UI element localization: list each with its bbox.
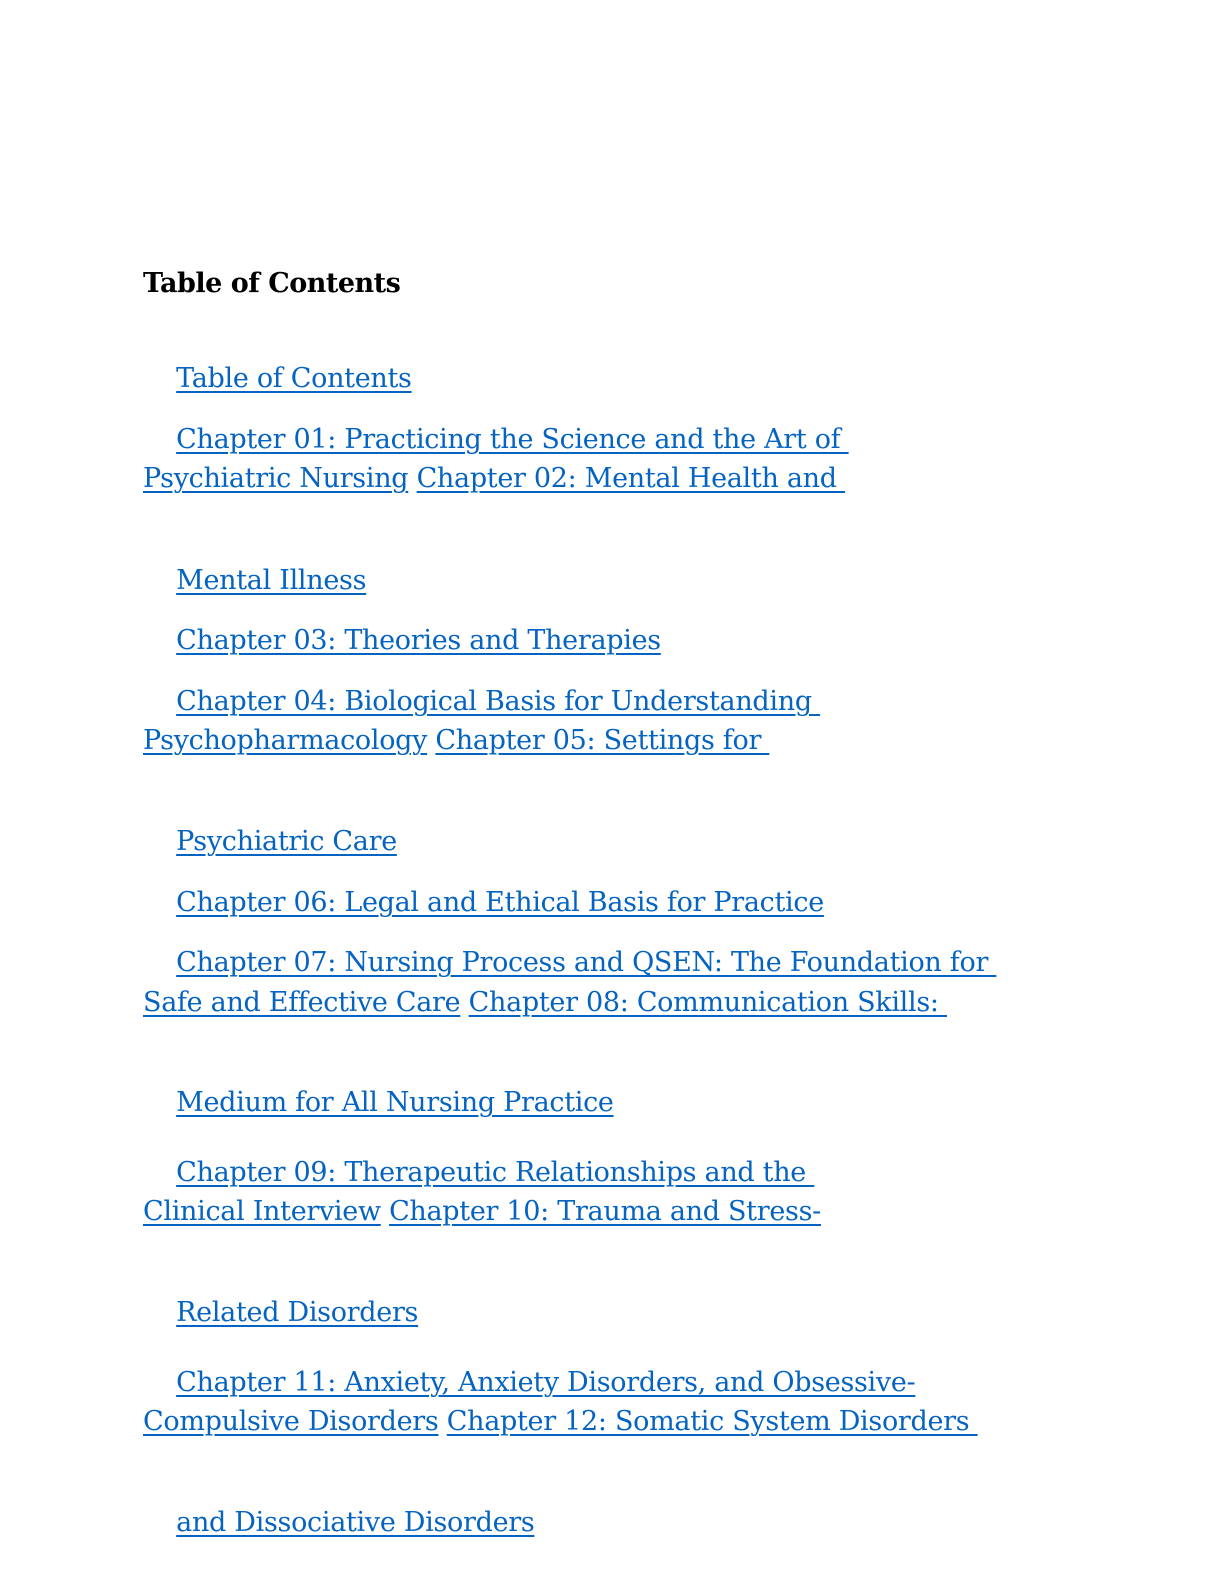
toc-link-chapter-08-cont[interactable]: Medium for All Nursing Practice (176, 1087, 614, 1118)
toc-link-chapter-09[interactable]: Chapter 09: Therapeutic Relationships and the (176, 1157, 815, 1188)
toc-link-chapter-07-cont[interactable]: Safe and Effective Care (143, 987, 461, 1018)
toc-line-18 (143, 1476, 534, 1569)
toc-link-chapter-01-cont[interactable]: Psychiatric Nursing (143, 463, 409, 494)
toc-line-3 (143, 463, 845, 494)
toc-link-chapter-01[interactable]: Chapter 01: Practicing the Science and the Art of (176, 424, 849, 455)
toc-link-chapter-02-cont[interactable]: Mental Illness (176, 565, 367, 596)
toc-link-chapter-10[interactable]: Chapter 10: Trauma and Stress- (389, 1196, 821, 1227)
toc-link-chapter-02[interactable]: Chapter 02: Mental Health and (416, 463, 845, 494)
toc-link-chapter-06[interactable]: Chapter 06: Legal and Ethical Basis for Practice (176, 887, 824, 918)
toc-link-chapter-03[interactable]: Chapter 03: Theories and Therapies (176, 625, 661, 656)
toc-link-chapter-04[interactable]: Chapter 04: Biological Basis for Understanding (176, 686, 821, 717)
toc-link-chapter-11[interactable]: Chapter 11: Anxiety, Anxiety Disorders, and Obsessive- (176, 1367, 916, 1398)
toc-link-chapter-09-cont[interactable]: Clinical Interview (143, 1196, 381, 1227)
toc-link-chapter-05-cont[interactable]: Psychiatric Care (176, 826, 397, 857)
toc-link-table-of-contents[interactable]: Table of Contents (176, 363, 412, 394)
toc-heading: Table of Contents (143, 268, 401, 299)
toc-line-14 (143, 1196, 821, 1227)
toc-link-chapter-07[interactable]: Chapter 07: Nursing Process and QSEN: The Foundation for (176, 947, 997, 978)
toc-link-chapter-08[interactable]: Chapter 08: Communication Skills: (468, 987, 947, 1018)
toc-link-chapter-12-cont[interactable]: and Dissociative Disorders (176, 1507, 535, 1538)
toc-line-11 (143, 987, 947, 1018)
toc-link-chapter-04-cont[interactable]: Psychopharmacology (143, 725, 428, 756)
toc-link-chapter-11-cont[interactable]: Compulsive Disorders (143, 1406, 439, 1437)
toc-line-17 (143, 1406, 978, 1437)
toc-link-chapter-12[interactable]: Chapter 12: Somatic System Disorders (446, 1406, 978, 1437)
toc-link-chapter-10-cont[interactable]: Related Disorders (176, 1297, 419, 1328)
toc-link-chapter-05[interactable]: Chapter 05: Settings for (435, 725, 770, 756)
toc-line-7 (143, 725, 769, 756)
